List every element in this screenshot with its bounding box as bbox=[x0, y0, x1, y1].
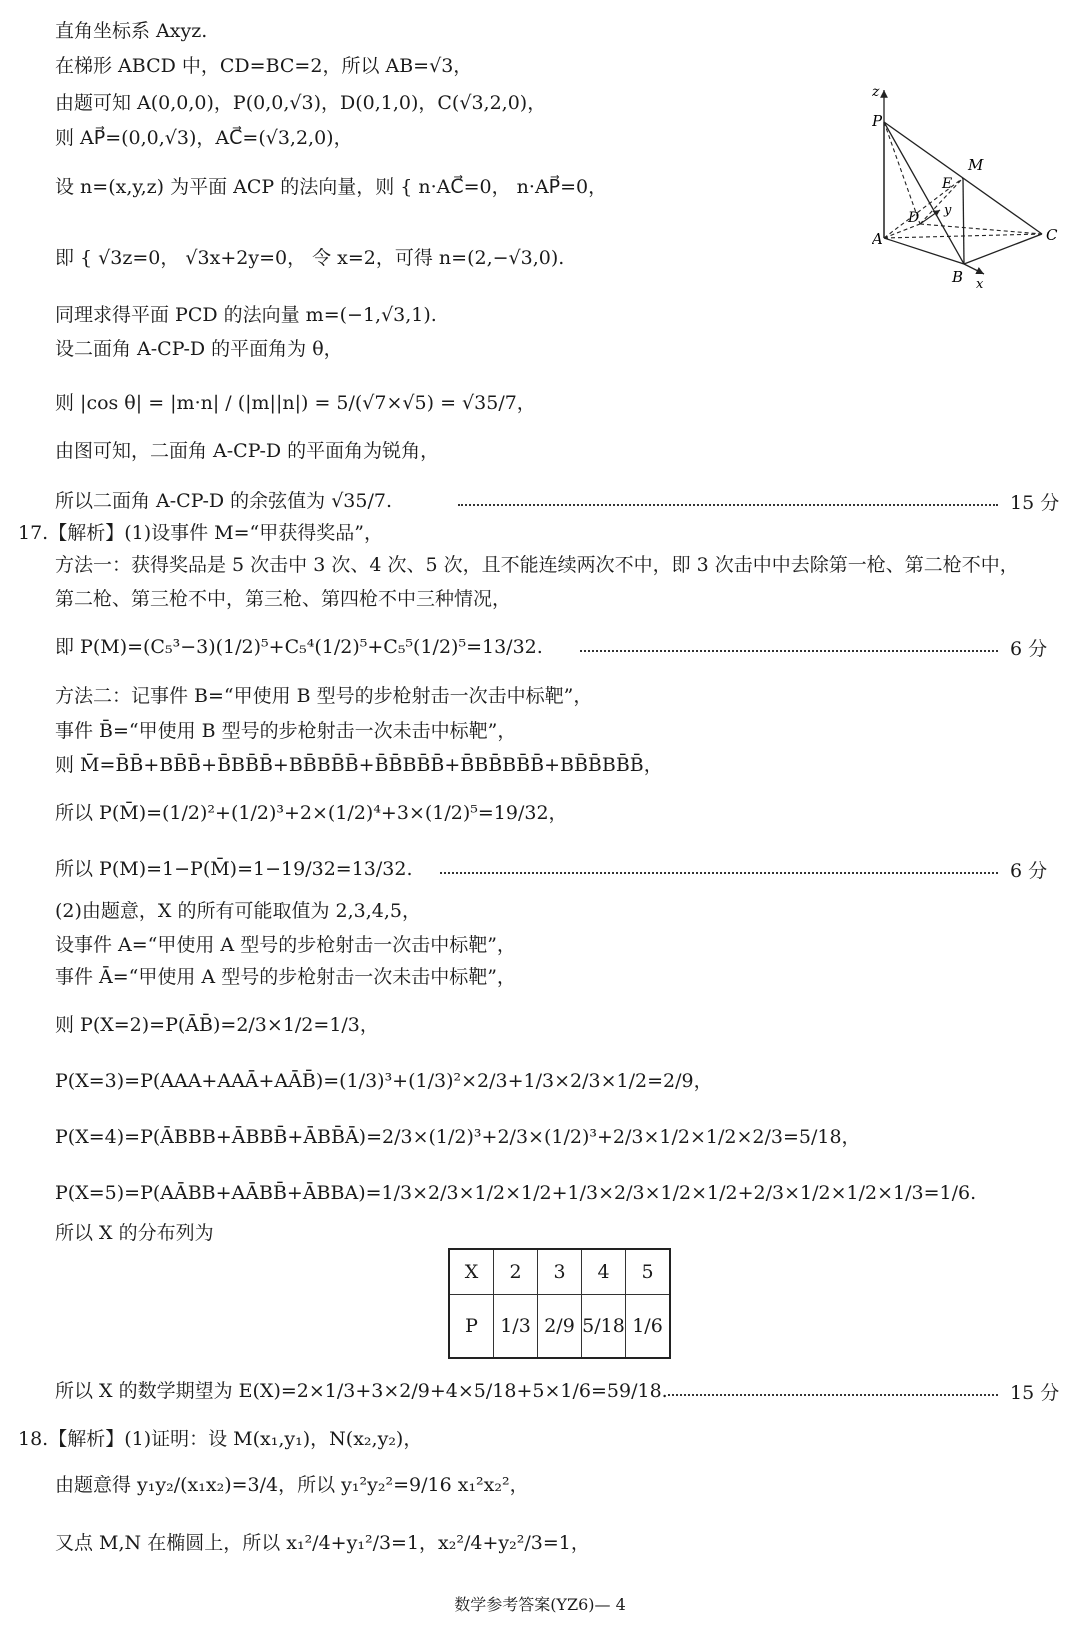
table-cell: 2/9 bbox=[538, 1295, 582, 1359]
text-line: P(X=3)=P(AAA+AAĀ+AĀB̄)=(1/3)³+(1/3)²×2/3+1/3×2/3×1/2=2/9， bbox=[55, 1070, 713, 1092]
pyramid-figure bbox=[872, 82, 1062, 302]
text-line: 所以 X 的数学期望为 E(X)=2×1/3+3×2/9+4×5/18+5×1/6=59/18. bbox=[55, 1380, 668, 1402]
table-cell: 5 bbox=[626, 1249, 671, 1295]
dot-leader bbox=[458, 504, 998, 506]
dot-leader bbox=[440, 872, 998, 874]
edge-pb bbox=[884, 122, 964, 264]
edge-bc bbox=[964, 234, 1042, 264]
table-row bbox=[449, 1295, 670, 1359]
table-cell: 1/6 bbox=[626, 1295, 671, 1359]
label-c: C bbox=[1046, 226, 1058, 244]
text-line: 则 AP⃗=(0,0,√3)，AC⃗=(√3,2,0)， bbox=[55, 127, 353, 149]
table-row bbox=[449, 1249, 670, 1295]
text-line: (2)由题意，X 的所有可能取值为 2,3,4,5， bbox=[55, 900, 421, 922]
text-line: 则 M̄=B̄B̄+BB̄B̄+B̄BB̄B̄+BB̄BB̄B̄+B̄B̄BB̄B̄+B̄BB̄BB̄B̄+BB̄B̄BB̄B̄， bbox=[55, 754, 663, 776]
text-line: 同理求得平面 PCD 的法向量 m=(−1,√3,1). bbox=[55, 304, 437, 326]
text-line: P(X=4)=P(ĀBBB+ĀBBB̄+ĀBB̄Ā)=2/3×(1/2)³+2/3×(1/2)³+2/3×1/2×1/2×2/3=5/18， bbox=[55, 1126, 861, 1148]
text-line: 所以 P(M)=1−P(M̄)=1−19/32=13/32. bbox=[55, 858, 413, 880]
text-line: 所以 P(M̄)=(1/2)²+(1/2)³+2×(1/2)⁴+3×(1/2)⁵=19/32， bbox=[55, 802, 568, 824]
text-line: 则 P(X=2)=P(ĀB̄)=2/3×1/2=1/3， bbox=[55, 1014, 379, 1036]
page-footer: 数学参考答案(YZ6)— 4 bbox=[454, 1595, 626, 1614]
x-axis bbox=[964, 264, 984, 274]
text-line: 方法一：获得奖品是 5 次击中 3 次、4 次、5 次，且不能连续两次不中，即 3 次击中中去除第一枪、第二枪不中， bbox=[55, 554, 1019, 576]
text-line: 所以二面角 A-CP-D 的余弦值为 √35/7. bbox=[55, 490, 393, 512]
score-label: 15 分 bbox=[1010, 1382, 1060, 1404]
text-line: 又点 M,N 在椭圆上，所以 x₁²/4+y₁²/3=1，x₂²/4+y₂²/3=1， bbox=[55, 1532, 590, 1554]
label-e: E bbox=[942, 176, 953, 192]
table-cell: P bbox=[449, 1295, 494, 1359]
label-x: x bbox=[976, 277, 984, 292]
text-line: 即 P(M)=(C₅³−3)(1/2)⁵+C₅⁴(1/2)⁵+C₅⁵(1/2)⁵=13/32. bbox=[55, 636, 543, 658]
score-label: 6 分 bbox=[1010, 638, 1048, 660]
text-line: 由题可知 A(0,0,0)，P(0,0,√3)，D(0,1,0)，C(√3,2,0)， bbox=[55, 92, 547, 114]
edge-ac bbox=[884, 234, 1042, 238]
edge-pd bbox=[884, 122, 920, 224]
text-line: 事件 B̄=“甲使用 B 型号的步枪射击一次未击中标靶”， bbox=[55, 720, 517, 742]
edge-mb bbox=[963, 178, 964, 264]
label-d: D bbox=[908, 210, 920, 226]
text-line: 设事件 A=“甲使用 A 型号的步枪射击一次击中标靶”， bbox=[55, 934, 516, 956]
dot-leader bbox=[580, 650, 998, 652]
table-cell: 3 bbox=[538, 1249, 582, 1295]
text-line: 方法二：记事件 B=“甲使用 B 型号的步枪射击一次击中标靶”， bbox=[55, 685, 593, 707]
dot-leader bbox=[668, 1394, 998, 1396]
table-cell: 5/18 bbox=[582, 1295, 626, 1359]
text-line: P(X=5)=P(AĀBB+AĀBB̄+ĀBBA)=1/3×2/3×1/2×1/2+1/3×2/3×1/2×1/2+2/3×1/2×1/2×1/3=1/6. bbox=[55, 1182, 977, 1204]
text-line: 由题意得 y₁y₂/(x₁x₂)=3/4，所以 y₁²y₂²=9/16 x₁²x₂²， bbox=[55, 1474, 529, 1496]
text-line: 则 |cos θ| = |m·n| / (|m||n|) = 5/(√7×√5) = √35/7， bbox=[55, 392, 536, 414]
label-z: z bbox=[872, 84, 880, 100]
score-label: 6 分 bbox=[1010, 860, 1048, 882]
text-line: 第二枪、第三枪不中，第三枪、第四枪不中三种情况， bbox=[55, 588, 512, 610]
text-line: 设 n=(x,y,z) 为平面 ACP 的法向量，则 { n·AC⃗=0， n·AP⃗=0， bbox=[55, 176, 608, 198]
edge-dc bbox=[920, 224, 1042, 234]
table-cell: 4 bbox=[582, 1249, 626, 1295]
table-cell: X bbox=[449, 1249, 494, 1295]
text-line: 事件 Ā=“甲使用 A 型号的步枪射击一次未击中标靶”， bbox=[55, 966, 516, 988]
text-line: 直角坐标系 Axyz. bbox=[55, 20, 208, 42]
distribution-table bbox=[448, 1248, 671, 1359]
label-p: P bbox=[872, 112, 883, 130]
text-line: 即 { √3z=0， √3x+2y=0， 令 x=2，可得 n=(2,−√3,0). bbox=[55, 247, 565, 269]
table-cell: 2 bbox=[494, 1249, 538, 1295]
text-line: 所以 X 的分布列为 bbox=[55, 1222, 214, 1244]
label-b: B bbox=[952, 268, 964, 286]
score-label: 15 分 bbox=[1010, 492, 1060, 514]
label-m: M bbox=[968, 156, 984, 174]
question-18-heading: 18.【解析】(1)证明：设 M(x₁,y₁)，N(x₂,y₂)， bbox=[18, 1428, 423, 1450]
text-line: 在梯形 ABCD 中，CD=BC=2，所以 AB=√3， bbox=[55, 55, 473, 77]
edge-ad bbox=[884, 224, 920, 238]
label-a: A bbox=[872, 230, 883, 248]
text-line: 由图可知，二面角 A-CP-D 的平面角为锐角， bbox=[55, 440, 440, 462]
text-line: 设二面角 A-CP-D 的平面角为 θ， bbox=[55, 338, 343, 360]
table-cell: 1/3 bbox=[494, 1295, 538, 1359]
label-y: y bbox=[944, 203, 952, 218]
question-17-heading: 17.【解析】(1)设事件 M=“甲获得奖品”， bbox=[18, 522, 383, 544]
